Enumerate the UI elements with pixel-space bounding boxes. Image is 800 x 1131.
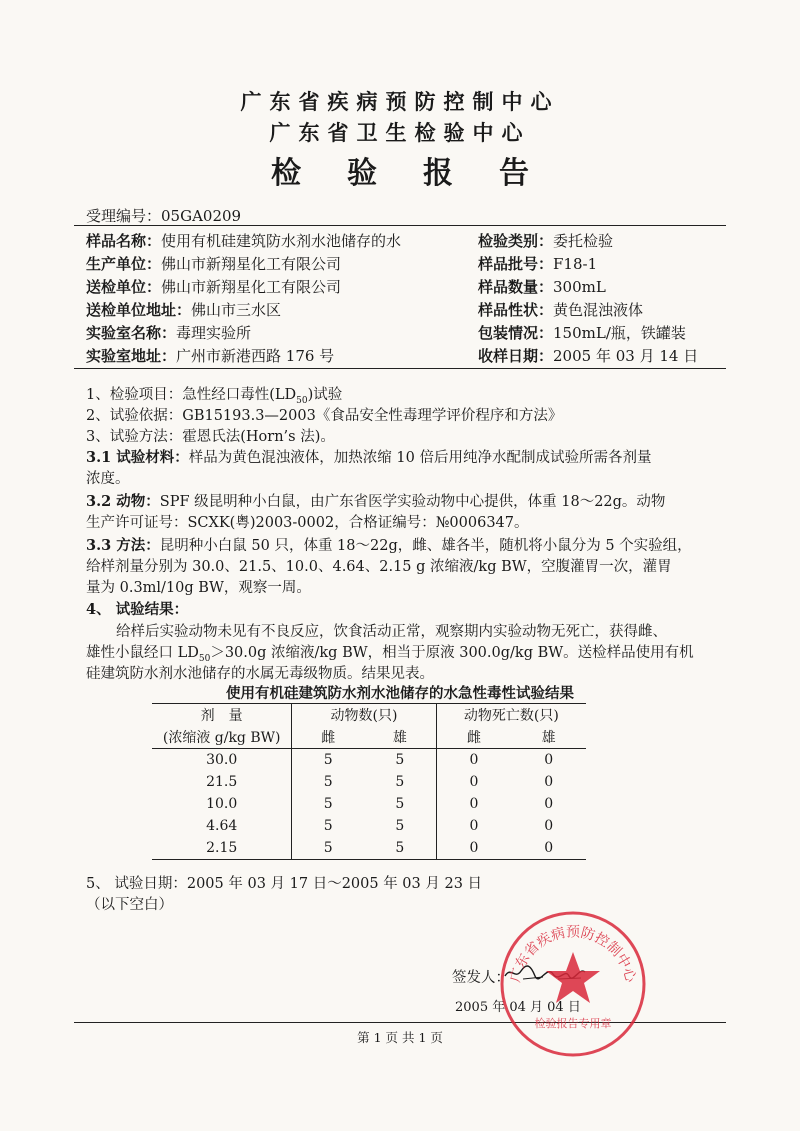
issue-date: 2005 年 04 月 04 日 — [455, 1000, 581, 1015]
cell-dead-male: 0 — [544, 774, 554, 790]
org-name-inspection: 广东省卫生检验中心 — [269, 120, 531, 145]
table-subheader-row — [152, 726, 586, 749]
cell-count-female: 5 — [292, 837, 364, 860]
cell-dead-female: 0 — [436, 771, 511, 793]
cell-dead-male: 0 — [544, 818, 554, 834]
cell-dead-female: 0 — [436, 815, 511, 837]
cell-count-female: 5 — [292, 793, 364, 815]
table-row — [152, 815, 586, 837]
page-number: 第 1 页 共 1 页 — [357, 1030, 443, 1045]
table-row — [152, 749, 586, 772]
signer-label: 签发人： — [452, 970, 510, 986]
cell-dose: 2.15 — [152, 837, 292, 860]
section-test-date: 5、 试验日期：2005 年 03 月 17 日～2005 年 03 月 23 日 — [86, 876, 483, 892]
org-name-cdc: 广东省疾病预防控制中心 — [240, 89, 560, 114]
header-female: 雌 — [436, 726, 511, 749]
section-animals: 3.2 动物：SPF 级昆明种小白鼠，由广东省医学实验动物中心提供，体重 18～22g。动物 — [86, 493, 666, 510]
official-seal — [498, 909, 648, 1059]
cell-count-male: 5 — [395, 774, 405, 790]
header-dose-unit: (浓缩液 g/kg BW) — [152, 726, 292, 749]
cell-count-female: 5 — [292, 749, 364, 772]
section-results-text: 硅建筑防水剂水池储存的水属无毒级物质。结果见表。 — [86, 666, 434, 682]
table-row — [152, 771, 586, 793]
section-results-label: 4、 试验结果： — [86, 601, 189, 618]
cell-dose: 30.0 — [206, 752, 238, 768]
section-test-method: 3、试验方法：霍恩氏法(Horn’s 法)。 — [86, 429, 335, 445]
info-lab-name: 实验室名称：毒理实验所 — [86, 324, 252, 342]
page-title: 检验报告 — [271, 156, 575, 191]
info-sample-name: 样品名称：使用有机硅建筑防水剂水池储存的水 — [86, 232, 402, 250]
section-animals-cont: 生产许可证号：SCXK(粤)2003-0002，合格证编号：№0006347。 — [86, 515, 529, 531]
cell-dead-female: 0 — [436, 793, 511, 815]
info-lab-address: 实验室地址：广州市新港西路 176 号 — [86, 347, 335, 365]
info-submitter: 送检单位：佛山市新翔星化工有限公司 — [86, 278, 342, 296]
info-submitter-address: 送检单位地址：佛山市三水区 — [86, 301, 282, 319]
section-materials: 3.1 试验材料：样品为黄色混浊液体，加热浓缩 10 倍后用纯净水配制成试验所需各剂量 — [86, 449, 652, 466]
receipt-number: 受理编号：05GA0209 — [86, 207, 242, 225]
header-male: 雄 — [364, 726, 436, 749]
seal-bottom-text: 检验报告专用章 — [534, 1017, 612, 1030]
cell-count-male: 5 — [364, 837, 436, 860]
header-animal-count: 动物数(只) — [292, 704, 436, 727]
header-male: 雄 — [511, 726, 586, 749]
cell-count-female: 5 — [292, 815, 364, 837]
cell-dead-female: 0 — [436, 837, 511, 860]
cell-dead-male: 0 — [544, 752, 554, 768]
cell-count-male: 5 — [395, 818, 405, 834]
star-icon — [546, 952, 600, 1003]
table-header-row — [152, 704, 586, 727]
cell-dead-female: 0 — [436, 749, 511, 772]
cell-dead-male: 0 — [511, 837, 586, 860]
info-producer: 生产单位：佛山市新翔星化工有限公司 — [86, 255, 342, 273]
cell-dead-male: 0 — [544, 796, 554, 812]
info-batch-number: 样品批号：F18-1 — [478, 255, 598, 273]
info-test-category: 检验类别：委托检验 — [478, 232, 614, 250]
section-materials-cont: 浓度。 — [86, 471, 130, 487]
table-row — [152, 837, 586, 860]
divider — [74, 368, 726, 369]
section-test-item: 1、检验项目：急性经口毒性$(LD_{50})$试验 — [86, 387, 343, 406]
cell-dose: 21.5 — [206, 774, 238, 790]
table-title: 使用有机硅建筑防水剂水池储存的水急性毒性试验结果 — [226, 685, 574, 702]
cell-dose: 10.0 — [206, 796, 238, 812]
cell-dose: 4.64 — [206, 818, 238, 834]
header-dose: 剂 量 — [152, 704, 292, 727]
header-female: 雌 — [292, 726, 364, 749]
section-method-detail: 3.3 方法：昆明种小白鼠 50 只，体重 18～22g，雌、雄各半，随机将小鼠分为 5 个实验组， — [86, 537, 692, 554]
cell-count-male: 5 — [395, 796, 405, 812]
cell-count-male: 5 — [395, 752, 405, 768]
cell-count-female: 5 — [292, 771, 364, 793]
section-results-text: 给样后实验动物未见有不良反应，饮食活动正常，观察期内实验动物无死亡，获得雌、 — [116, 624, 667, 640]
results-table — [152, 703, 586, 860]
divider — [74, 225, 726, 226]
section-test-basis: 2、试验依据：GB15193.3—2003《食品安全性毒理学评价程序和方法》 — [86, 408, 563, 424]
blank-below-note: （以下空白） — [86, 897, 173, 913]
info-packaging: 包装情况：150mL/瓶，铁罐装 — [478, 324, 686, 342]
header-deaths: 动物死亡数(只) — [436, 704, 586, 727]
seal-ring-text: 广东省疾病预防控制中心 — [507, 924, 639, 985]
section-method-detail-cont: 量为 0.3ml/10g BW，观察一周。 — [86, 580, 311, 596]
section-results-text: 雄性小鼠经口 $LD_{50}>30.0g$ 浓缩液/kg BW，相当于原液 300.0g/kg BW。送检样品使用有机 — [86, 645, 694, 664]
section-method-detail-cont: 给样剂量分别为 30.0、21.5、10.0、4.64、2.15 g 浓缩液/kg BW，空腹灌胃一次，灌胃 — [86, 559, 672, 575]
info-receipt-date: 收样日期：2005 年 03 月 14 日 — [478, 347, 699, 365]
info-sample-appearance: 样品性状：黄色混浊液体 — [478, 301, 644, 319]
table-row — [152, 793, 586, 815]
info-sample-quantity: 样品数量：300mL — [478, 278, 606, 296]
